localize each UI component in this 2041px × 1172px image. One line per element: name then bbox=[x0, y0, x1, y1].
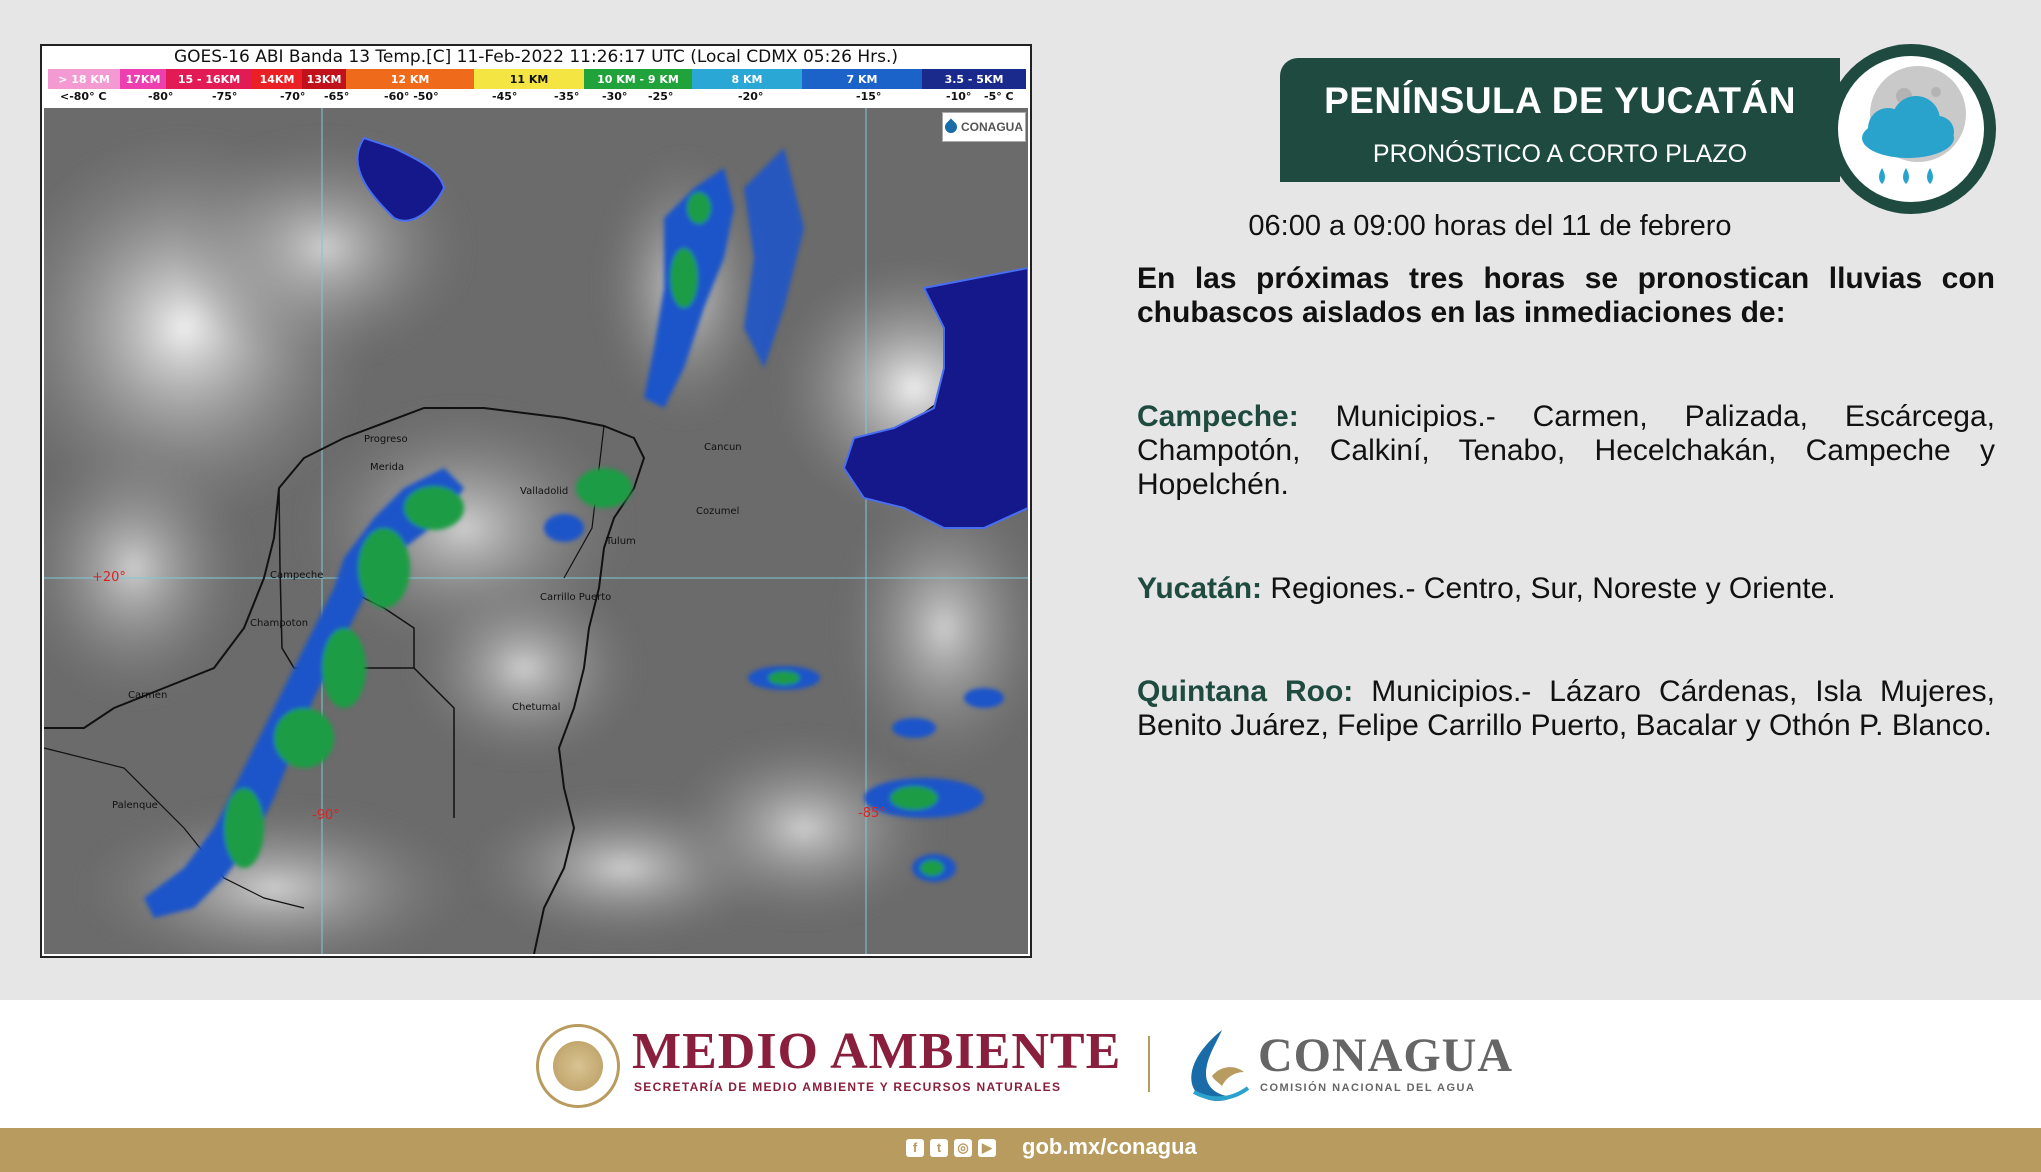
facebook-icon[interactable]: f bbox=[906, 1139, 924, 1157]
satellite-title: GOES-16 ABI Banda 13 Temp.[C] 11-Feb-2022 11:26:17 UTC (Local CDMX 05:26 Hrs.) bbox=[173, 47, 899, 67]
region-campeche bbox=[1137, 400, 1995, 502]
place-label: Champoton bbox=[250, 618, 309, 629]
place-label: Cozumel bbox=[696, 506, 740, 517]
satellite-image bbox=[40, 44, 1032, 958]
temp-label: -80° bbox=[148, 90, 174, 103]
region-name: Quintana Roo: bbox=[1137, 675, 1354, 708]
place-label: Tulum bbox=[606, 536, 636, 547]
temp-label: -15° bbox=[856, 90, 882, 103]
place-label: Valladolid bbox=[520, 486, 569, 497]
rain-cloud-moon-icon bbox=[1838, 56, 1984, 202]
place-label: Cancun bbox=[704, 442, 742, 453]
region-quintana-roo bbox=[1137, 675, 1995, 743]
temp-label: <-80° C bbox=[60, 90, 107, 103]
scale-segment: 17KM bbox=[120, 69, 166, 89]
temp-label: -30° bbox=[602, 90, 628, 103]
place-label: Merida bbox=[370, 462, 405, 473]
region-name: Yucatán: bbox=[1137, 572, 1263, 605]
region-text: Municipios.- Lázaro Cárdenas, Isla Mujeres, Benito Juárez, Felipe Carrillo Puerto, Bacalar y Othón P. Blanco. bbox=[1137, 675, 1995, 742]
temp-label: -25° bbox=[648, 90, 674, 103]
conagua-logo-small: CONAGUA bbox=[942, 112, 1026, 142]
altitude-color-scale bbox=[48, 69, 1026, 89]
scale-segment: 10 KM - 9 KM bbox=[584, 69, 692, 89]
place-label: Chetumal bbox=[512, 702, 561, 713]
place-label: Progreso bbox=[364, 434, 408, 445]
header-badge bbox=[1280, 58, 1840, 182]
scale-segment: 14KM bbox=[252, 69, 302, 89]
drop-icon bbox=[943, 119, 960, 136]
medio-ambiente-logo: MEDIO AMBIENTE bbox=[632, 1023, 1122, 1080]
longitude-label: -85° bbox=[858, 806, 886, 821]
scale-segment: 8 KM bbox=[692, 69, 802, 89]
bottom-bar bbox=[0, 1128, 2041, 1172]
temp-label: -10° bbox=[946, 90, 972, 103]
temperature-labels bbox=[48, 90, 1026, 106]
temp-label: -5° C bbox=[984, 90, 1014, 103]
mexico-seal-icon bbox=[536, 1024, 620, 1108]
region-text: Regiones.- Centro, Sur, Noreste y Oriente. bbox=[1262, 572, 1836, 605]
forecast-time-range: 06:00 a 09:00 horas del 11 de febrero bbox=[1248, 210, 1732, 242]
temp-label: -60° -50° bbox=[384, 90, 439, 103]
website-link[interactable]: gob.mx/conagua bbox=[1022, 1134, 1197, 1159]
page-subtitle: PRONÓSTICO A CORTO PLAZO bbox=[1372, 140, 1748, 168]
latitude-label: +20° bbox=[92, 570, 126, 585]
longitude-label: -90° bbox=[312, 808, 340, 823]
temp-label: -35° bbox=[554, 90, 580, 103]
temp-label: -75° bbox=[212, 90, 238, 103]
scale-segment: > 18 KM bbox=[48, 69, 120, 89]
region-text: Municipios.- Carmen, Palizada, Escárcega, Champotón, Calkiní, Tenabo, Hecelchakán, Campeche y Hopelchén. bbox=[1137, 400, 1995, 501]
scale-segment: 12 KM bbox=[346, 69, 474, 89]
place-label: Campeche bbox=[270, 570, 324, 581]
twitter-icon[interactable]: t bbox=[930, 1139, 948, 1157]
scale-segment: 3.5 - 5KM bbox=[922, 69, 1026, 89]
temp-label: -65° bbox=[324, 90, 350, 103]
medio-ambiente-subtitle: SECRETARÍA DE MEDIO AMBIENTE Y RECURSOS NATURALES bbox=[634, 1080, 1062, 1094]
place-label: Palenque bbox=[112, 800, 158, 811]
scale-segment: 13KM bbox=[302, 69, 346, 89]
scale-segment: 15 - 16KM bbox=[166, 69, 252, 89]
place-label: Carrillo Puerto bbox=[540, 592, 612, 603]
social-icons bbox=[906, 1139, 996, 1157]
conagua-title: CONAGUA bbox=[1258, 1029, 1513, 1082]
footer-divider bbox=[1148, 1036, 1150, 1092]
forecast-intro: En las próximas tres horas se pronostican lluvias con chubascos aislados en las inmediaciones de: bbox=[1137, 262, 1995, 329]
region-name: Campeche: bbox=[1137, 400, 1299, 433]
scale-segment: 11 KM bbox=[474, 69, 584, 89]
satellite-map bbox=[44, 108, 1028, 954]
conagua-logo-icon bbox=[1182, 1026, 1252, 1106]
scale-segment: 7 KM bbox=[802, 69, 922, 89]
temp-label: -45° bbox=[492, 90, 518, 103]
page-title: PENÍNSULA DE YUCATÁN bbox=[1324, 80, 1796, 121]
conagua-subtitle: COMISIÓN NACIONAL DEL AGUA bbox=[1260, 1082, 1476, 1094]
youtube-icon[interactable]: ▶ bbox=[978, 1139, 996, 1157]
region-yucatan bbox=[1137, 572, 1995, 606]
temp-label: -70° bbox=[280, 90, 306, 103]
temp-label: -20° bbox=[738, 90, 764, 103]
place-label: Carmen bbox=[128, 690, 168, 701]
instagram-icon[interactable]: ◎ bbox=[954, 1139, 972, 1157]
